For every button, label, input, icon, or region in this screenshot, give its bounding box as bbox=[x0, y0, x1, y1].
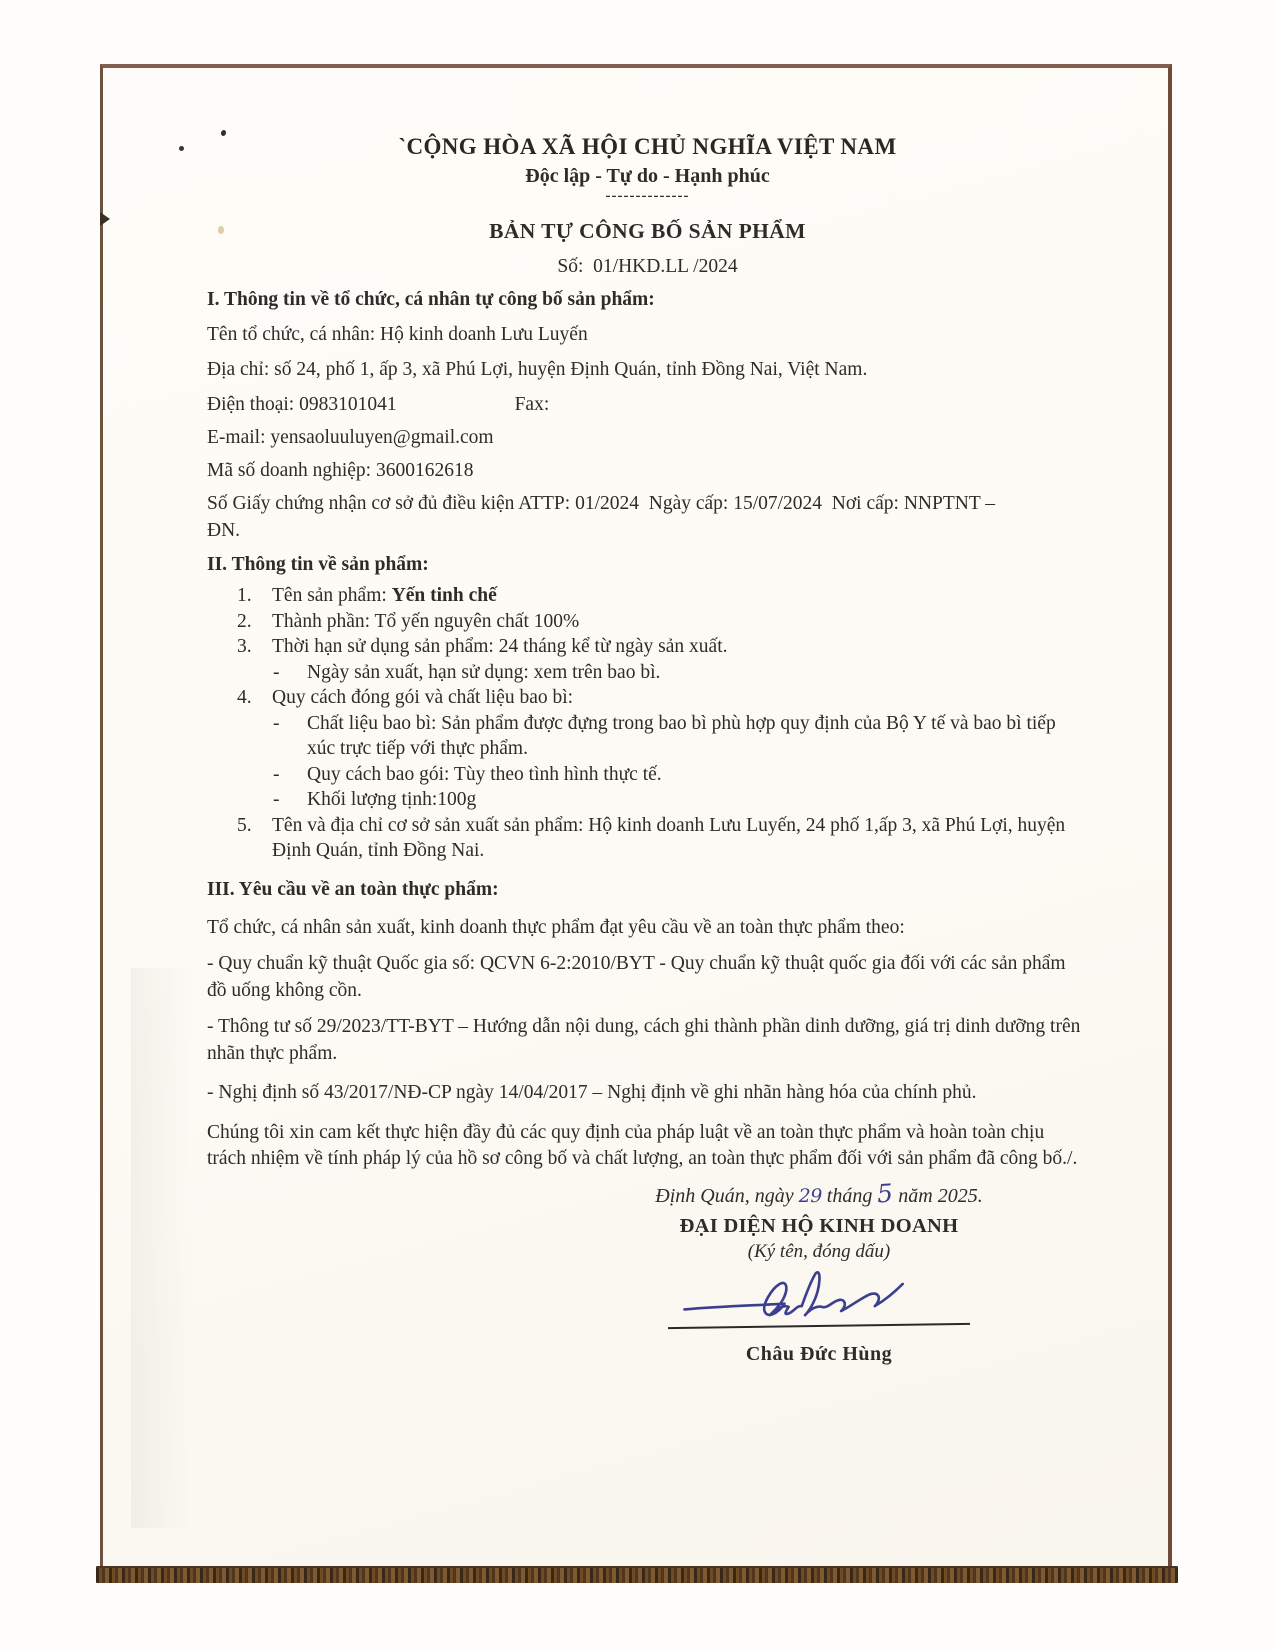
subitem-dash: - bbox=[273, 661, 280, 683]
national-motto: Độc lập - Tự do - Hạnh phúc bbox=[525, 165, 770, 187]
list-subitem bbox=[273, 660, 1088, 686]
handwritten-signature bbox=[579, 1261, 1059, 1325]
business-code-line: Mã số doanh nghiệp: 3600162618 bbox=[207, 460, 474, 481]
signature-block bbox=[579, 1177, 1059, 1366]
subitem-dash: - bbox=[273, 712, 280, 734]
item-text: Thời hạn sử dụng sản phẩm: 24 tháng kể từ ngày sản xuất. bbox=[272, 636, 728, 657]
list-item bbox=[237, 583, 1088, 609]
representative-title: ĐẠI DIỆN HỘ KINH DOANH bbox=[679, 1214, 959, 1237]
safety-paragraph: - Quy chuẩn kỹ thuật Quốc gia số: QCVN 6-2:2010/BYT - Quy chuẩn kỹ thuật quốc gia đối với các sản phẩm đồ uống không cồn. bbox=[207, 953, 1066, 1001]
item-number: 4. bbox=[237, 687, 252, 708]
motto-divider: -------------- bbox=[605, 188, 690, 204]
date-mid: tháng bbox=[826, 1184, 873, 1207]
safety-paragraph: Tổ chức, cá nhân sản xuất, kinh doanh thực phẩm đạt yêu cầu về an toàn thực phẩm theo: bbox=[207, 916, 905, 938]
commitment-paragraph: Chúng tôi xin cam kết thực hiện đầy đủ các quy định của pháp luật về an toàn thực phẩm và hoàn toàn chịu trách nhiệm về tính pháp lý của hồ sơ công bố và chất lượng, an toàn thực phẩm đối với sản phẩm đã công bố./. bbox=[207, 1121, 1078, 1169]
date-prefix: Định Quán, ngày bbox=[655, 1184, 794, 1207]
section3-heading: III. Yêu cầu về an toàn thực phẩm: bbox=[207, 878, 499, 900]
subitem-text: Quy cách bao gói: Tùy theo tình hình thực tế. bbox=[307, 763, 662, 785]
list-item bbox=[237, 634, 1088, 660]
item-number: 5. bbox=[237, 814, 252, 836]
product-name-value: Yến tinh chế bbox=[391, 585, 497, 606]
section2-heading: II. Thông tin về sản phẩm: bbox=[207, 554, 429, 575]
paper-sheet bbox=[100, 64, 1172, 1568]
item-text: Quy cách đóng gói và chất liệu bao bì: bbox=[272, 687, 574, 708]
signature-ink-icon bbox=[649, 1261, 989, 1325]
item-text: Tên và địa chỉ cơ sở sản xuất sản phẩm: Hộ kinh doanh Lưu Luyến, 24 phố 1,ấp 3, xã Phú Lợi, huyện Định Quán, tỉnh Đồng Nai. bbox=[272, 814, 1066, 861]
safety-paragraph: - Nghị định số 43/2017/NĐ-CP ngày 14/04/2017 – Nghị định về ghi nhãn hàng hóa của chính phủ. bbox=[207, 1082, 977, 1103]
product-name-label: Tên sản phẩm: bbox=[272, 585, 392, 606]
subitem-dash: - bbox=[273, 789, 280, 810]
document-number: Số: 01/HKD.LL /2024 bbox=[557, 256, 738, 277]
fax-label: Fax: bbox=[514, 394, 550, 415]
date-suffix: năm 2025. bbox=[898, 1184, 983, 1207]
item-number: 3. bbox=[237, 636, 252, 657]
handwritten-day: 29 bbox=[798, 1184, 822, 1207]
subitem-text: Ngày sản xuất, hạn sử dụng: xem trên bao bì. bbox=[307, 661, 661, 683]
list-item bbox=[237, 813, 1088, 864]
attp-certificate-line-2: ĐN. bbox=[207, 520, 241, 541]
sign-and-seal-note: (Ký tên, đóng dấu) bbox=[747, 1240, 891, 1262]
org-name-line: Tên tổ chức, cá nhân: Hộ kinh doanh Lưu Luyến bbox=[207, 324, 588, 345]
list-item bbox=[237, 609, 1088, 635]
item-number: 2. bbox=[237, 610, 252, 632]
document-title: BẢN TỰ CÔNG BỐ SẢN PHẨM bbox=[489, 219, 806, 243]
paper-bottom-edge bbox=[96, 1566, 1178, 1583]
attp-certificate-line: Số Giấy chứng nhận cơ sở đủ điều kiện ATTP: 01/2024 Ngày cấp: 15/07/2024 Nơi cấp: NNPTNT – bbox=[207, 493, 996, 514]
subitem-text: Khối lượng tịnh:100g bbox=[307, 789, 477, 810]
phone-value: Điện thoại: 0983101041 bbox=[207, 394, 397, 415]
safety-paragraph: - Thông tư số 29/2023/TT-BYT – Hướng dẫn nội dung, cách ghi thành phần dinh dưỡng, giá trị dinh dưỡng trên nhãn thực phẩm. bbox=[207, 1016, 1081, 1064]
section1-heading: I. Thông tin về tổ chức, cá nhân tự công bố sản phẩm: bbox=[207, 289, 655, 310]
paper-edge-notch bbox=[100, 212, 110, 226]
phone-fax-line bbox=[207, 393, 1088, 417]
list-subitem bbox=[273, 762, 1088, 788]
subitem-text: Chất liệu bao bì: Sản phẩm được đựng trong bao bì phù hợp quy định của Bộ Y tế và bao bì tiếp xúc trực tiếp với thực phẩm. bbox=[307, 712, 1056, 759]
national-title: `CỘNG HÒA XÃ HỘI CHỦ NGHĨA VIỆT NAM bbox=[398, 134, 897, 159]
address-line: Địa chỉ: số 24, phố 1, ấp 3, xã Phú Lợi, huyện Định Quán, tỉnh Đồng Nai, Việt Nam. bbox=[207, 359, 868, 380]
place-date-line bbox=[579, 1177, 1059, 1209]
list-item bbox=[237, 685, 1088, 711]
item-text: Thành phần: Tổ yến nguyên chất 100% bbox=[272, 610, 580, 632]
handwritten-month: 5 bbox=[876, 1177, 895, 1209]
subitem-dash: - bbox=[273, 763, 280, 785]
product-info-list bbox=[207, 583, 1088, 864]
document-content bbox=[207, 126, 1088, 1366]
email-line: E-mail: yensaoluuluyen@gmail.com bbox=[207, 427, 494, 448]
list-subitem bbox=[273, 787, 1088, 813]
signer-name: Châu Đức Hùng bbox=[745, 1342, 893, 1365]
dust-speck bbox=[179, 146, 184, 151]
item-number: 1. bbox=[237, 585, 252, 606]
list-subitem bbox=[273, 711, 1088, 762]
item-text bbox=[272, 583, 1088, 609]
